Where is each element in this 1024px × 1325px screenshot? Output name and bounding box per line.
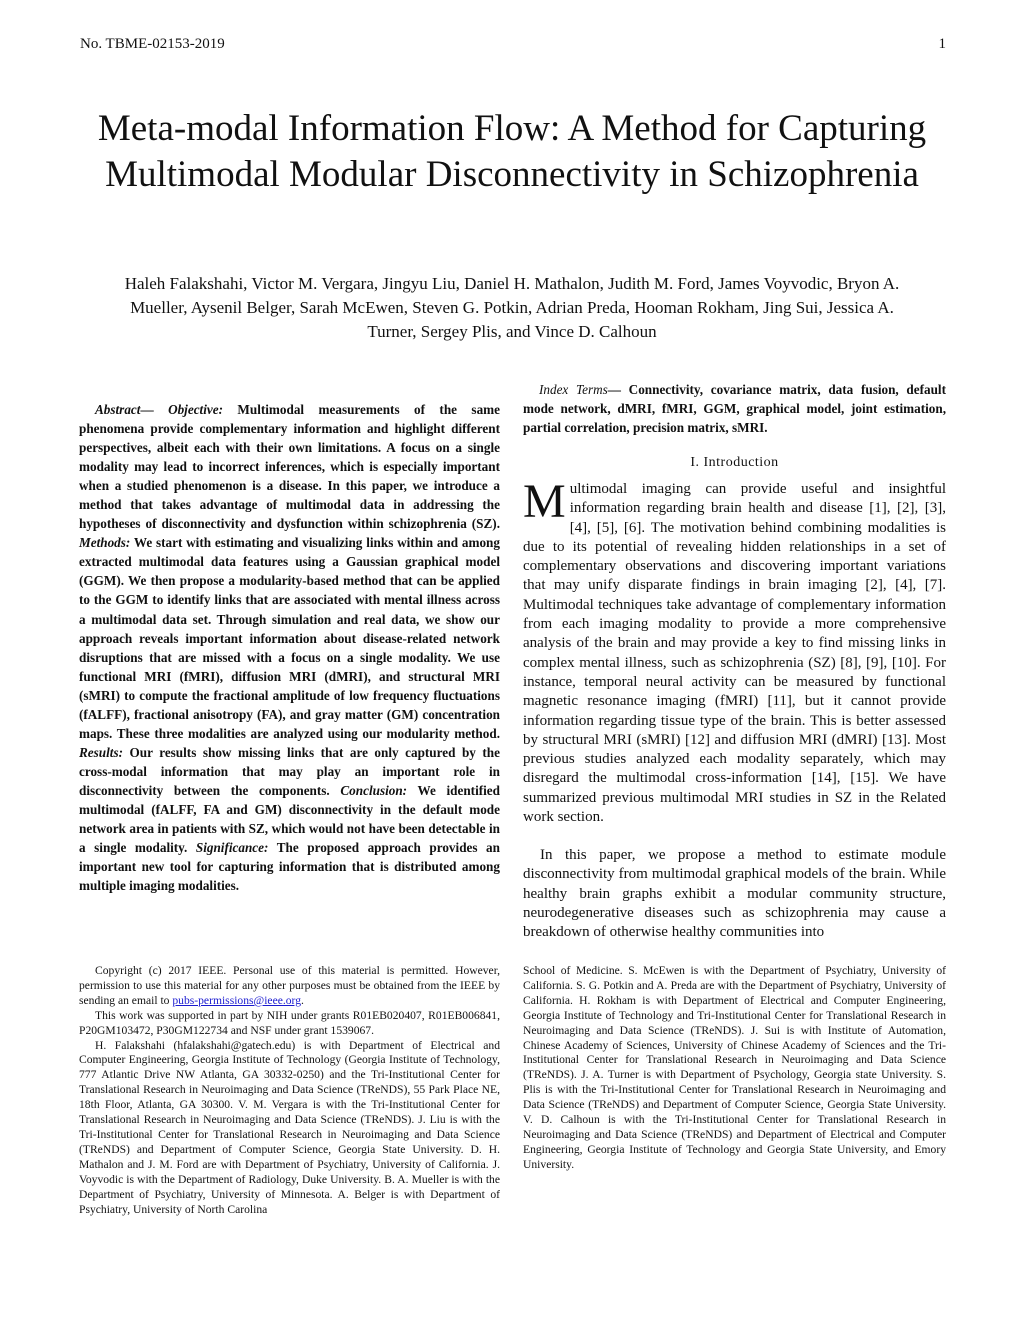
significance-text: The proposed approach provides an important new tool for capturing information that is distributed among multiple imaging modalities. xyxy=(79,840,500,894)
copyright-text: Copyright (c) 2017 IEEE. Personal use of this material is permitted. However, permission to use this material for any other purposes must be obtained from the IEEE by sending an email to xyxy=(79,964,500,1007)
page-number: 1 xyxy=(938,36,946,52)
paper-title: Meta-modal Information Flow: A Method for Capturing Multimodal Modular Disconnectivity in Schizophrenia xyxy=(97,108,927,195)
affiliations-left: H. Falakshahi (hfalakshahi@gatech.edu) is with Department of Electrical and Computer Engineering, Georgia Institute of Technology (Georgia Institute of Technology, 777 Atlantic Drive NW Atlanta, GA 30332-0250) and the Tri-Institutional Center for Translational Research in Neuroimaging and Data Science (TReNDS), 55 Park Place NE, 18th Floor, Atlanta, GA 30300. V. M. Vergara is with the Tri-Institutional Center for Translational Research in Neuroimaging and Data Science (TReNDS). J. Liu is with the Tri-Institutional Center for Translational Research in Neuroimaging and Data Science (TReNDS) and Department of Computer Science, Georgia State University. D. H. Mathalon and J. M. Ford are with Department of Psychiatry, University of California. J. Voyvodic is with the Department of Radiology, Duke University. B. A. Mueller is with the Department of Psychiatry, University of Minnesota. A. Belger is with Department of Psychiatry, University of North Carolina xyxy=(79,1038,500,1216)
abstract xyxy=(79,400,500,895)
abstract-dash: — xyxy=(140,402,169,417)
footnote-left-column xyxy=(79,964,500,1217)
intro-paragraph-1-text: ultimodal imaging can provide useful and insightful information regarding brain health and disease [1], [2], [3], [4], [5], [6]. The motivation behind combining modalities is due to its potential of revealing hidden relationships in a set of complementary observations and discovering important variations that may unify disparate findings in brain imaging [2], [4], [7]. Multimodal techniques take advantage of complementary information from each imaging modality to provide a more comprehensive analysis of the brain and may provide a key to find missing links in complex mental illness, such as schizophrenia (SZ) [8], [9], [10]. For instance, temporal neural activity can be measured by functional magnetic resonance imaging (fMRI) [11], but it cannot provide information regarding tissue type of the brain. This is better assessed by structural MRI (sMRI) [12] and diffusion MRI (dMRI) [13]. Most previous studies analyzed each modality separately, which may disregard the multimodal cross-information [14], [15]. We have summarized previous multimodal MRI studies in SZ in the Related work section. xyxy=(523,481,946,826)
objective-label: Objective: xyxy=(168,402,223,417)
methods-text: We start with estimating and visualizing links within and among extracted multimodal data features using a Gaussian graphical model (GGM). We then propose a modularity-based method that can be applied to the GGM to identify links that are associated with mental illness across a multimodal data set. Through simulation and real data, we show our approach reveals important information about disease-related network disruptions that are missed with a focus on a single modality. We use functional MRI (fMRI), diffusion MRI (dMRI), and structural MRI (sMRI) to compute the fractional amplitude of low frequency fluctuations (fALFF), fractional anisotropy (FA), and gray matter (GM) concentration maps. These three modalities are analyzed using our modularity method. xyxy=(79,535,500,741)
methods-label: Methods: xyxy=(79,535,131,551)
results-text: Our results show missing links that are only captured by the cross-modal information that may play an important role in disconnectivity between the components. xyxy=(79,744,500,798)
index-terms-label: Index Terms xyxy=(539,382,608,397)
index-terms-text: Connectivity, covariance matrix, data fusion, default mode network, dMRI, fMRI, GGM, graphical model, joint estimation, partial correlation, precision matrix, sMRI. xyxy=(523,382,946,436)
affiliations-right: School of Medicine. S. McEwen is with the Department of Psychiatry, University of California. S. G. Potkin and A. Preda are with the Department of Psychiatry, University of California. H. Rokham is with Department of Electrical and Computer Engineering, Georgia Institute of Technology and Tri-Institutional Center for Translational Research in Neuroimaging and Data Science (TReNDS). J. Sui is with Institute of Automation, Chinese Academy of Sciences, University of Chinese Academy of Sciences and the Tri-Institutional Center for Translational Research in Neuroimaging and Data Science (TReNDS). J. A. Turner is with Department of Psychology, Georgia state University. S. Plis is with the Tri-Institutional Center for Translational Research in Neuroimaging and Data Science (TReNDS) and Department of Computer Science, Georgia State University. V. D. Calhoun is with the Tri-Institutional Center for Translational Research in Neuroimaging and Data Science (TReNDS) and Department of Electrical and Computer Engineering, Georgia Institute of Technology and Georgia State University, and Emory University. xyxy=(523,964,946,1171)
conclusion-label: Conclusion: xyxy=(340,782,408,798)
objective-text: Multimodal measurements of the same phenomena provide complementary information and highlight different perspectives, albeit each with their own limitations. A focus on a single modality may lead to incorrect inferences, which is especially important when a studied phenomenon is a disease. In this paper, we introduce a method that takes advantage of multimodal data in addressing the hypotheses of disconnectivity and dysfunction within schizophrenia (SZ). xyxy=(79,402,500,532)
results-label: Results: xyxy=(79,744,123,760)
section-heading-introduction: I. Introduction xyxy=(690,455,779,470)
intro-paragraph-1 xyxy=(523,475,946,827)
abstract-label: Abstract xyxy=(95,402,141,417)
copyright-end: . xyxy=(301,993,304,1007)
funding-note: This work was supported in part by NIH under grants R01EB020407, R01EB006841, P20GM103472, P30GM122734 and NSF under grant 1539067. xyxy=(79,1008,500,1037)
index-terms-dash: — xyxy=(607,382,629,397)
author-list: Haleh Falakshahi, Victor M. Vergara, Jingyu Liu, Daniel H. Mathalon, Judith M. Ford, James Voyvodic, Bryon A. Mueller, Aysenil Belger, Sarah McEwen, Steven G. Potkin, Adrian Preda, Hooman Rokham, Jing Sui, Jessica A. Turner, Sergey Plis, and Vince D. Calhoun xyxy=(124,274,900,341)
conclusion-text: We identified multimodal (fALFF, FA and GM) disconnectivity in the default mode network area in patients with SZ, which would not have been detectable in a single modality. xyxy=(79,782,500,856)
copyright-note xyxy=(79,964,500,1009)
paper-id: No. TBME-02153-2019 xyxy=(80,36,225,52)
significance-label: Significance: xyxy=(195,840,269,856)
permissions-email-link[interactable]: pubs-permissions@ieee.org xyxy=(172,993,302,1007)
footnote-right-column xyxy=(523,964,946,1173)
intro-paragraph-2: In this paper, we propose a method to estimate module disconnectivity from multimodal graphical models of the brain. While healthy brain graphs exhibit a modular community structure, neurodegenerative diseases such as schizophrenia may cause a breakdown of otherwise healthy communities into xyxy=(523,847,946,941)
drop-cap: M xyxy=(523,475,566,528)
index-terms xyxy=(523,380,946,437)
